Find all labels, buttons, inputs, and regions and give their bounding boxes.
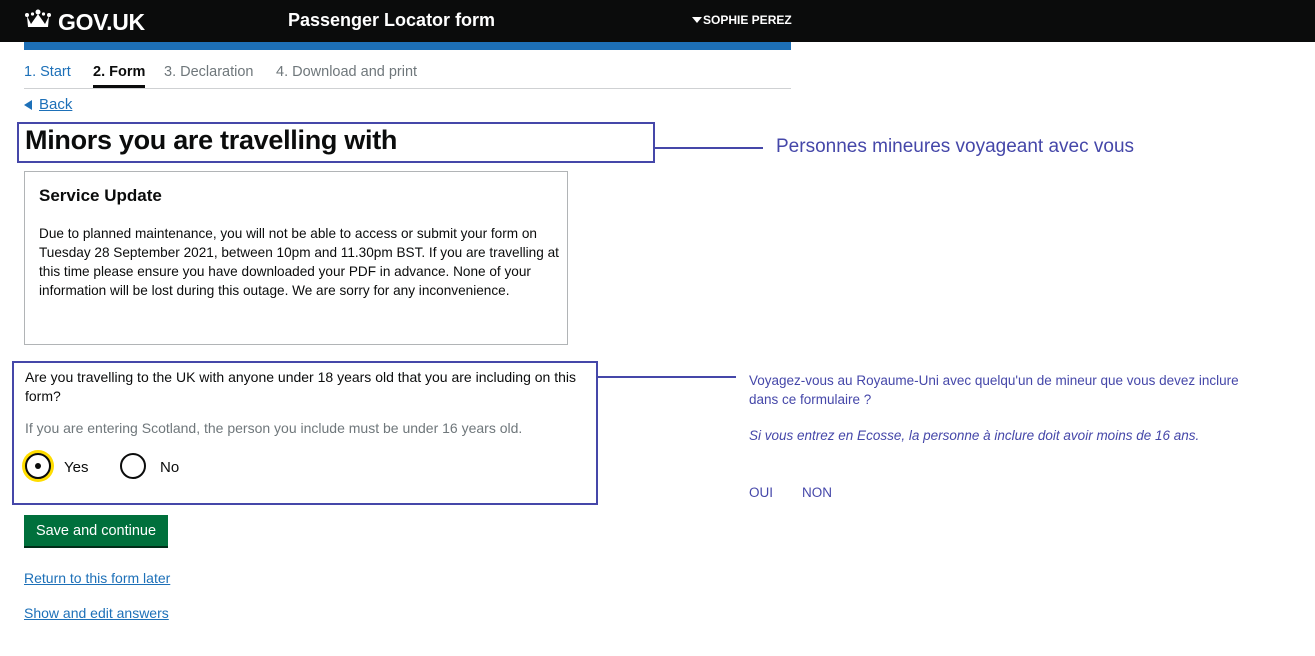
step-navigation	[24, 64, 791, 89]
radio-no[interactable]	[120, 453, 146, 479]
service-update-notice	[24, 171, 568, 345]
translation-question: Voyagez-vous au Royaume-Uni avec quelqu'un de mineur que vous devez inclure dans ce formulaire ?	[749, 373, 1239, 407]
translation-title: Personnes mineures voyageant avec vous	[776, 136, 1135, 157]
notice-heading: Service Update	[39, 186, 162, 205]
step-download-print: 4. Download and print	[276, 64, 418, 80]
step-start[interactable]: 1. Start	[24, 64, 71, 80]
translation-no: NON	[802, 485, 832, 500]
page-title: Minors you are travelling with	[25, 125, 398, 155]
arrow-left-icon	[24, 100, 32, 110]
show-edit-answers-link[interactable]: Show and edit answers	[24, 605, 169, 621]
question-annotation-connector	[596, 376, 736, 378]
title-annotation-connector	[653, 147, 763, 149]
user-name: SOPHIE PEREZ	[703, 13, 792, 27]
radio-yes-label[interactable]: Yes	[64, 459, 89, 476]
govuk-header	[0, 0, 1315, 42]
save-and-continue-button[interactable]: Save and continue	[24, 515, 168, 546]
radio-selected-dot	[35, 463, 41, 469]
service-name[interactable]: Passenger Locator form	[288, 10, 496, 30]
caret-down-icon	[692, 17, 702, 23]
user-menu[interactable]	[692, 13, 792, 27]
radio-yes[interactable]	[25, 453, 51, 479]
step-declaration: 3. Declaration	[164, 64, 254, 80]
notice-body: Due to planned maintenance, you will not be able to access or submit your form on Tuesday 28 September 2021, between 10pm and 11.30pm BST. If you are travelling at this time please ensure you have downloaded your PDF in advance. None of your information will be lost during this outage. We are sorry for any inconvenience.	[39, 226, 559, 298]
logo-text: GOV.UK	[58, 8, 145, 35]
translation-hint: Si vous entrez en Ecosse, la personne à inclure doit avoir moins de 16 ans.	[749, 428, 1200, 443]
header-accent-bar	[24, 42, 791, 50]
return-later-link[interactable]: Return to this form later	[24, 570, 171, 586]
question-text: Are you travelling to the UK with anyone under 18 years old that you are including on this form?	[25, 369, 576, 404]
govuk-logo-link[interactable]	[24, 8, 145, 36]
step-form: 2. Form	[93, 64, 145, 88]
back-link[interactable]	[24, 96, 72, 113]
back-link-label: Back	[39, 96, 73, 113]
translation-yes: OUI	[749, 485, 774, 500]
crown-icon	[24, 8, 58, 36]
radio-no-label[interactable]: No	[160, 459, 180, 476]
question-hint: If you are entering Scotland, the person you include must be under 16 years old.	[25, 420, 523, 436]
